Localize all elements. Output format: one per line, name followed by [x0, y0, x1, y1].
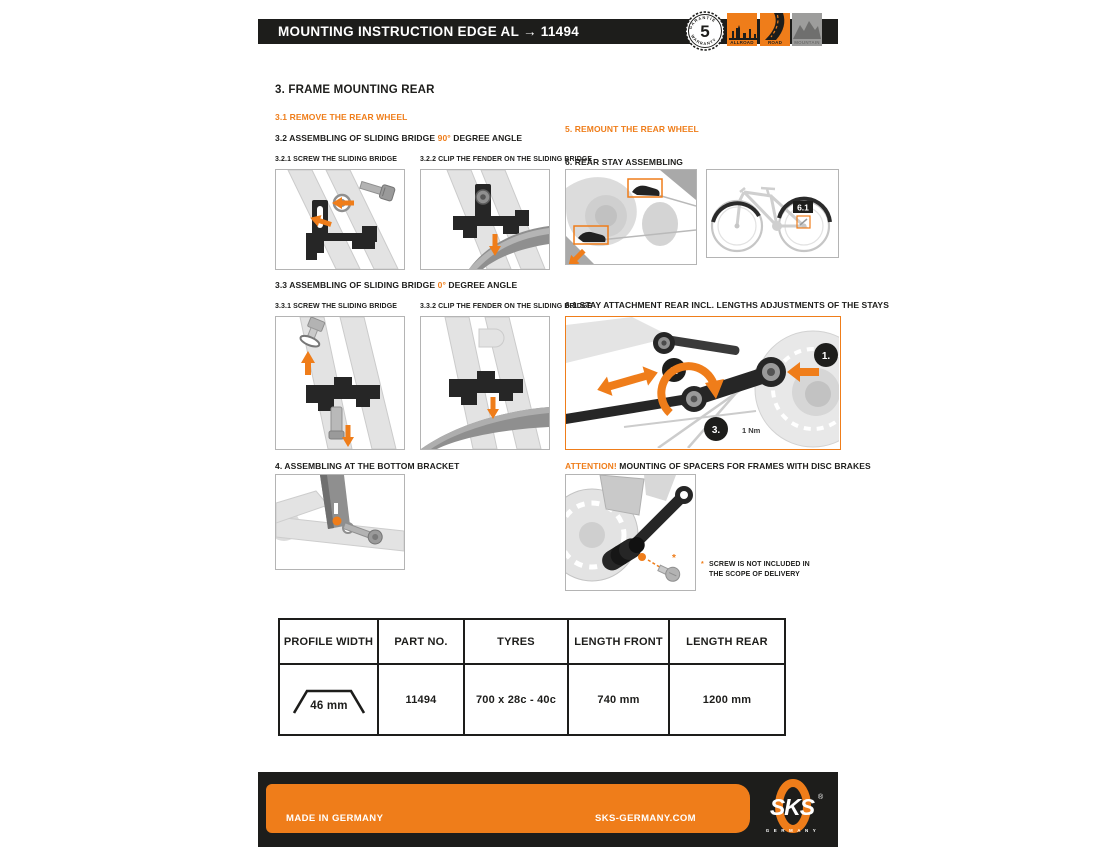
- cell-tyres: 700 x 28c - 40c: [465, 665, 569, 734]
- col-header-profile-width: PROFILE WIDTH: [280, 620, 379, 665]
- sks-logo: [761, 778, 825, 840]
- col-header-part-no: PART NO.: [379, 620, 465, 665]
- caption-3-2-2: 3.2.2 CLIP THE FENDER ON THE SLIDING BRIDGE: [420, 156, 593, 163]
- panel-3-3-1-illustration: [275, 316, 405, 450]
- step-2-label: 2.: [669, 366, 679, 377]
- section-5-title: 5. REMOUNT THE REAR WHEEL: [565, 124, 699, 134]
- screw-icon: [359, 178, 396, 201]
- sks-logo-text: SKS: [769, 794, 815, 820]
- fender-profile-icon: [290, 685, 368, 715]
- registered-mark: ®: [818, 794, 824, 801]
- page-title: MOUNTING INSTRUCTION EDGE AL → 11494: [278, 24, 580, 39]
- caption-3-3-1: 3.3.1 SCREW THE SLIDING BRIDGE: [275, 303, 398, 310]
- col-header-length-front: LENGTH FRONT: [569, 620, 670, 665]
- sks-logo-subtext: GERMANY: [765, 828, 821, 833]
- svg-text:GARANTIE: GARANTIE: [687, 14, 718, 30]
- step-1-label: 1.: [821, 351, 831, 362]
- footer-orange-band: [266, 784, 750, 833]
- caption-3-3-2: 3.3.2 CLIP THE FENDER ON THE SLIDING BRIDGE: [420, 303, 593, 310]
- caption-3-2-1: 3.2.1 SCREW THE SLIDING BRIDGE: [275, 156, 398, 163]
- section-6-title: 6. REAR STAY ASSEMBLING: [565, 157, 684, 167]
- panel-6-bike-illustration: [706, 169, 839, 258]
- category-tile-mountain: [792, 13, 822, 46]
- cell-length-rear: 1200 mm: [702, 693, 752, 706]
- category-label: ALLROAD: [730, 40, 754, 45]
- panel-6-1-illustration: [565, 316, 841, 450]
- spec-table: [278, 618, 786, 736]
- panel-3-3-2-illustration: [420, 316, 550, 450]
- cell-profile-width: [280, 665, 379, 734]
- arrow-step2-icon: [594, 363, 660, 400]
- warranty-badge-icon: [685, 11, 725, 51]
- section-4-title: 4. ASSEMBLING AT THE BOTTOM BRACKET: [275, 461, 460, 471]
- panel-4-illustration: [275, 474, 405, 570]
- panel-3-2-1-illustration: [275, 169, 405, 270]
- made-in-label: MADE IN GERMANY: [286, 813, 384, 824]
- section-6-1-title: 6.1 STAY ATTACHMENT REAR INCL. LENGTHS ADJUSTMENTS OF THE STAYS: [565, 300, 889, 310]
- delivery-note: * SCREW IS NOT INCLUDED IN THE SCOPE OF DELIVERY: [701, 561, 810, 579]
- category-label: ROAD: [767, 40, 783, 45]
- screw-icon: [656, 562, 682, 584]
- footer-bar: [258, 772, 838, 847]
- torque-value: 1 Nm: [742, 426, 761, 435]
- svg-text:WARRANTY: WARRANTY: [690, 33, 718, 47]
- website-link[interactable]: SKS-GERMANY.COM: [594, 813, 696, 824]
- asterisk-mark: *: [701, 561, 704, 568]
- profile-width-value: 46 mm: [309, 699, 348, 712]
- section-3-1-title: 3.1 REMOVE THE REAR WHEEL: [275, 112, 408, 122]
- panel-3-2-2-illustration: [420, 169, 550, 270]
- category-tile-road: [760, 13, 790, 46]
- panel-6-hub-illustration: [565, 169, 697, 265]
- asterisk-mark: *: [672, 553, 676, 564]
- bike-step-tag: 6.1: [797, 202, 809, 213]
- col-header-length-rear: LENGTH REAR: [670, 620, 784, 665]
- category-tile-allroad: [727, 13, 757, 46]
- section-3-3-title: 3.3 ASSEMBLING OF SLIDING BRIDGE 0° DEGREE ANGLE: [275, 280, 518, 290]
- step-3-label: 3.: [711, 425, 721, 436]
- panel-attention-illustration: [565, 474, 696, 591]
- section-3-2-title: 3.2 ASSEMBLING OF SLIDING BRIDGE 90° DEGREE ANGLE: [275, 133, 523, 143]
- attention-title: ATTENTION! MOUNTING OF SPACERS FOR FRAMES WITH DISC BRAKES: [565, 461, 871, 471]
- col-header-tyres: TYRES: [465, 620, 569, 665]
- cell-length-front: 740 mm: [569, 665, 670, 734]
- category-label: MOUNTAIN: [794, 40, 820, 45]
- section-3-title: 3. FRAME MOUNTING REAR: [275, 84, 435, 96]
- cell-part-no: 11494: [379, 665, 465, 734]
- warranty-years: 5: [700, 22, 710, 41]
